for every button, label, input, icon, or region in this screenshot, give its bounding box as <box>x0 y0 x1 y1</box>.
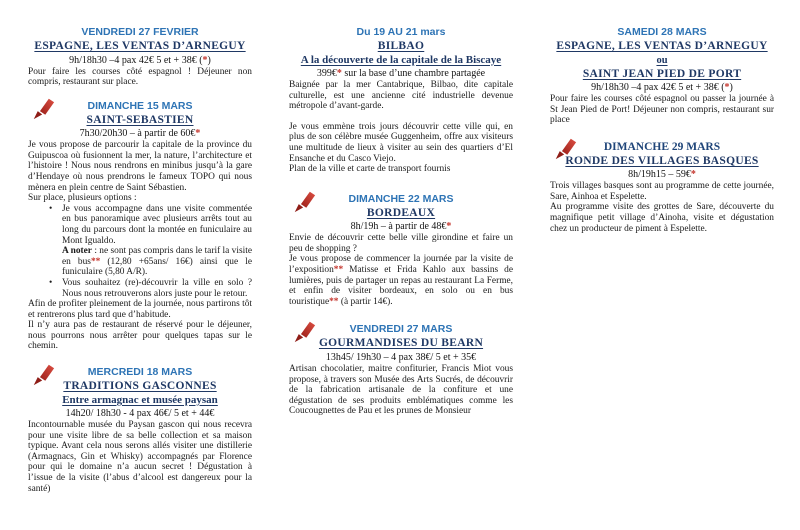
note-text: (12,80 +65ans/ 16€) ainsi que le funiculaire (5,80 A/R). <box>62 256 252 278</box>
bullet-text <box>62 278 252 299</box>
asterisk-marker: ** <box>90 256 101 267</box>
section-paragraph: Artisan chocolatier, maitre confiturier, Francis Miot vous propose, à travers son Musée des Arts Sucrés, de découvrir de la fabrication artisanale de la confiture et une dégustation de ses produits emblématiques comme les Coucougnettes de Pau et les prunes de Monsieur <box>289 363 513 417</box>
price-line: 13h45/ 19h30 – 4 pax 38€/ 5 et + 35€ <box>325 351 477 363</box>
section-date: Du 19 AU 21 mars <box>356 26 446 38</box>
note-label: A noter <box>62 246 92 257</box>
section-paragraph: Je vous emmène trois jours découvrir cette ville qui, en plus de son célèbre musée Guggenheim, offre aux visiteurs une multitude de lieux à visiter au sein des quartiers d’El Ensanche et du Casco Viejo. <box>289 121 513 164</box>
section-or-label: ou <box>656 54 668 66</box>
section-date: VENDREDI 27 FEVRIER <box>81 26 199 38</box>
column-1 <box>28 26 252 530</box>
price-text: 8h/19h – à partir de 48€ <box>350 221 447 233</box>
section-title: GOURMANDISES DU BEARN <box>318 337 484 350</box>
bullet-text <box>62 204 252 246</box>
price-text: 8h/19h15 – 59€ <box>628 169 691 181</box>
section-traditions-gasconnes <box>28 366 252 494</box>
section-date: DIMANCHE 29 MARS <box>603 140 721 153</box>
asterisk-marker: ** <box>329 296 339 307</box>
section-paragraph: Baignée par la mer Cantabrique, Bilbao, dite capitale culturelle, est une ancienne cité industrielle devenue métropole d’avant-garde. <box>289 80 513 112</box>
asterisk-marker: * <box>724 82 730 93</box>
section-date: VENDREDI 27 MARS <box>349 323 453 336</box>
price-line <box>289 220 513 233</box>
section-subtitle: Entre armagnac et musée paysan <box>62 393 218 406</box>
section-paragraph: Je vous propose de parcourir la capitale de la province du Guipuscoa où fusionnent la mer, la nature, l’architecture et l’histoire ! Nous nous rendrons en minibus jusqu’à la gare d’Hendaye où nous prendrons le fameux TOPO qui nous mènera en plein centre de Saint Sébastien. <box>28 140 252 193</box>
pen-stroke-icon <box>293 319 316 344</box>
list-item <box>28 204 252 278</box>
section-date: DIMANCHE 15 MARS <box>87 99 193 112</box>
pen-stroke-icon <box>293 189 316 214</box>
pen-stroke-icon <box>32 96 55 121</box>
section-paragraph: Il n’y aura pas de restaurant de réservé pour le déjeuner, nous pourrons nous arrêter pour quelques tapas sur le chemin. <box>28 320 252 352</box>
section-ventas-27-fevrier <box>28 26 252 88</box>
bullet-glyph: • <box>49 203 53 214</box>
section-date: DIMANCHE 22 MARS <box>348 192 454 205</box>
section-title: ESPAGNE, LES VENTAS D’ARNEGUY <box>556 40 768 52</box>
pen-stroke-icon <box>32 362 55 387</box>
section-title: TRADITIONS GASCONNES <box>63 380 217 393</box>
section-paragraph: Plan de la ville et carte de transport fournis <box>289 164 451 175</box>
section-title: SAINT JEAN PIED DE PORT <box>582 67 742 80</box>
price-line <box>28 127 252 140</box>
section-paragraph: Envie de découvrir cette belle ville girondine et faire un peu de shopping ? <box>289 233 513 254</box>
paragraph-run: (à partir 14€). <box>338 296 393 307</box>
section-paragraph: Pour faire les courses côté espagnol ! Déjeuner non compris, restaurant sur place. <box>28 66 252 88</box>
section-date: SAMEDI 28 MARS <box>617 26 707 38</box>
asterisk-marker: * <box>690 169 696 181</box>
section-title: RONDE DES VILLAGES BASQUES <box>565 154 759 167</box>
asterisk-marker: * <box>202 54 208 66</box>
paragraph-run: Matisse et Frida Kahlo aux bassins de lumières, puis de partager un repas au restaurant La Ferme, et enfin de visiter bordeaux, en solo ou en bus touristique <box>289 265 513 307</box>
asterisk-marker: * <box>195 128 201 140</box>
section-paragraph: Sur place, plusieurs options : <box>28 193 137 204</box>
section-date: MERCREDI 18 MARS <box>87 366 193 379</box>
price-text: 9h/18h30 –4 pax 42€ 5 et + 38€ ( <box>69 54 203 66</box>
section-title: ESPAGNE, LES VENTAS D’ARNEGUY <box>34 40 246 52</box>
note-text: : ne sont pas compris dans le tarif la visite en bus <box>62 246 252 267</box>
section-bilbao <box>289 26 513 175</box>
bullet-text-run: Vous souhaitez (re)-découvrir la ville en solo ? Nous nous retrouverons alors juste pour le retour. <box>62 277 252 299</box>
section-title: BILBAO <box>377 40 425 52</box>
column-2 <box>289 26 513 530</box>
bullet-text-run: Je vous accompagne dans une visite commentée en bus panoramique avec plusieurs arrêts tout au long du parcours dont la montée en funiculaire au Mont Igualdo. <box>62 203 252 246</box>
price-line <box>550 168 774 181</box>
asterisk-marker: * <box>446 221 452 233</box>
bullet-note <box>62 246 252 278</box>
section-subtitle: A la découverte de la capitale de la Biscaye <box>300 53 502 66</box>
section-paragraph: Trois villages basques sont au programme de cette journée, Sare, Ainhoa et Espelette. <box>550 181 774 202</box>
section-paragraph: Au programme visite des grottes de Sare, découverte du magnifique petit village d’Ainoha, visite et dégustation chez un producteur de piment à Espelette. <box>550 202 774 234</box>
list-item <box>28 278 252 299</box>
price-close: ) <box>207 54 211 66</box>
price-text: 9h/18h30 –4 pax 42€ 5 et + 38€ ( <box>591 82 725 93</box>
section-ventas-28-mars <box>550 26 774 126</box>
price-text: 7h30/20h30 – à partir de 60€ <box>79 128 196 140</box>
section-title: SAINT-SEBASTIEN <box>86 113 194 126</box>
price-text: sur la base d’une chambre partagée <box>341 68 486 79</box>
section-paragraph <box>289 254 513 307</box>
section-title: BORDEAUX <box>366 206 436 219</box>
column-3 <box>550 26 774 530</box>
price-line <box>28 54 252 67</box>
price-line <box>550 81 774 94</box>
asterisk-marker: ** <box>333 265 344 276</box>
section-bordeaux <box>289 193 513 308</box>
asterisk-marker: * <box>336 68 342 79</box>
price-line <box>289 67 513 80</box>
paragraph-run: Je vous propose de commencer la journée par la visite de l’exposition <box>289 254 513 276</box>
section-paragraph: Afin de profiter pleinement de la journée, nous partirons tôt et rentrerons plus tard que d’habitude. <box>28 299 252 320</box>
section-paragraph: Incontournable musée du Paysan gascon qui nous recevra pour une visite libre de sa belle collection et sa maison typique. Avant cela nous serons allés visiter une distillerie (Armagnacs, Gin et Whisky) accompagnés par Florence pour qui le domaine n’a aucun secret ! Dégustation à l’issue de la visite (l’abus d’alcool est dangereux pour la santé) <box>28 420 252 494</box>
section-paragraph: Pour faire les courses côté espagnol ou passer la journée à St Jean Pied de Port! Déjeuner non compris, restaurant sur place <box>550 94 774 126</box>
price-text: 399€ <box>316 68 337 79</box>
section-ronde-villages-basques <box>550 140 774 234</box>
bullet-glyph: • <box>49 277 53 288</box>
price-line: 14h20/ 18h30 - 4 pax 46€/ 5 et + 44€ <box>65 408 215 420</box>
section-gourmandises-bearn <box>289 323 513 416</box>
pen-stroke-icon <box>554 136 577 161</box>
section-saint-sebastien <box>28 100 252 352</box>
options-list <box>28 204 252 299</box>
price-close: ) <box>729 82 733 93</box>
